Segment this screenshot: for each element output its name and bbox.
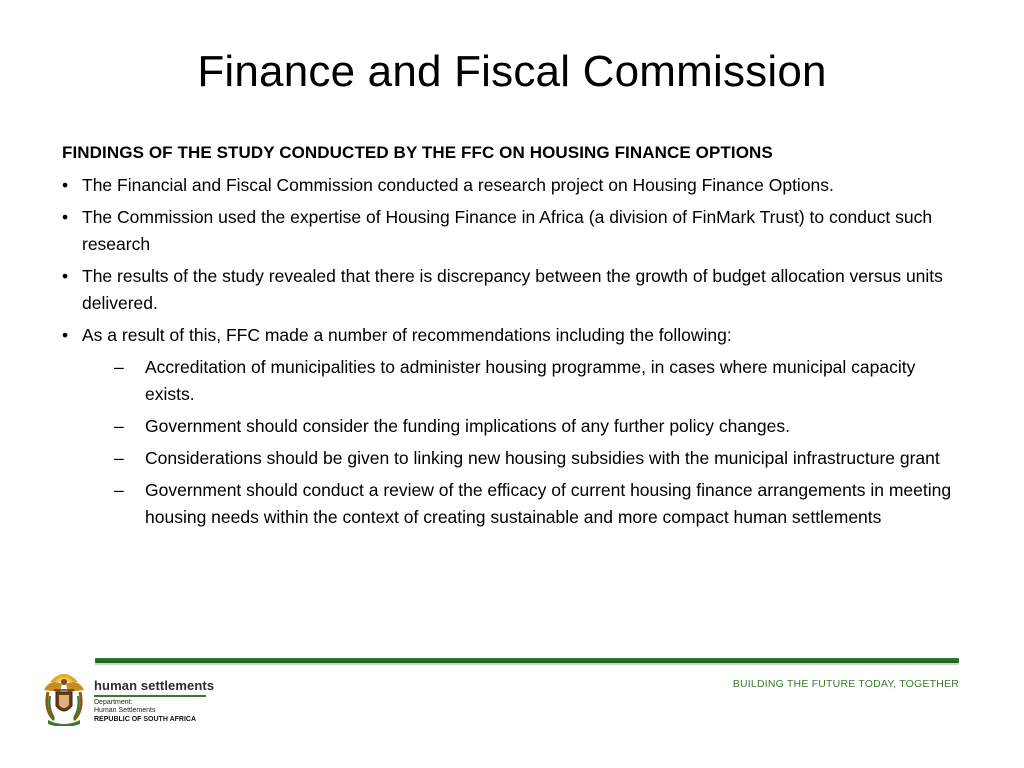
slide-title: Finance and Fiscal Commission — [197, 47, 827, 96]
bullet-marker: • — [62, 325, 69, 345]
brand-underline — [94, 695, 206, 697]
bullet-text: As a result of this, FFC made a number of recommendations including the following: — [82, 325, 732, 345]
bullet-text: The results of the study revealed that there is discrepancy between the growth of budget allocation versus units delivered. — [82, 266, 943, 313]
slide-content — [62, 140, 962, 536]
sub-bullet-item — [114, 413, 962, 440]
section-heading: FINDINGS OF THE STUDY CONDUCTED BY THE FFC ON HOUSING FINANCE OPTIONS — [62, 143, 773, 162]
bullet-text: The Financial and Fiscal Commission conducted a research project on Housing Finance Options. — [82, 175, 834, 195]
coat-of-arms-icon — [40, 668, 88, 726]
footer-divider-shadow — [95, 663, 959, 665]
footer-tagline: BUILDING THE FUTURE TODAY, TOGETHER — [732, 678, 959, 690]
footer-brand — [94, 678, 214, 724]
bullet-item — [62, 322, 962, 349]
dash-marker: – — [114, 448, 124, 468]
bullet-list — [62, 172, 962, 349]
bullet-marker: • — [62, 175, 69, 195]
sub-bullet-item — [114, 477, 962, 531]
bullet-marker: • — [62, 207, 69, 227]
sub-bullet-item — [114, 445, 962, 472]
country-name: REPUBLIC OF SOUTH AFRICA — [94, 716, 197, 723]
sub-bullet-text: Considerations should be given to linking new housing subsidies with the municipal infrastructure grant — [145, 448, 940, 468]
sub-bullet-text: Government should consider the funding implications of any further policy changes. — [145, 416, 790, 436]
sub-bullet-list — [62, 354, 962, 531]
dash-marker: – — [114, 357, 124, 377]
bullet-item — [62, 263, 962, 317]
dash-marker: – — [114, 480, 124, 500]
sub-bullet-item — [114, 354, 962, 408]
bullet-text: The Commission used the expertise of Housing Finance in Africa (a division of FinMark Trust) to conduct such research — [82, 207, 933, 254]
bullet-item — [62, 204, 962, 258]
department-name: Human Settlements — [94, 707, 156, 714]
sub-bullet-text: Accreditation of municipalities to administer housing programme, in cases where municipal capacity exists. — [145, 357, 916, 404]
bullet-item — [62, 172, 962, 199]
sub-bullet-text: Government should conduct a review of the efficacy of current housing finance arrangements in meeting housing needs within the context of creating sustainable and more compact human settlements — [145, 480, 952, 527]
department-label: Department: — [94, 699, 133, 706]
bullet-marker: • — [62, 266, 69, 286]
dash-marker: – — [114, 416, 124, 436]
brand-name: human settlements — [94, 678, 215, 693]
